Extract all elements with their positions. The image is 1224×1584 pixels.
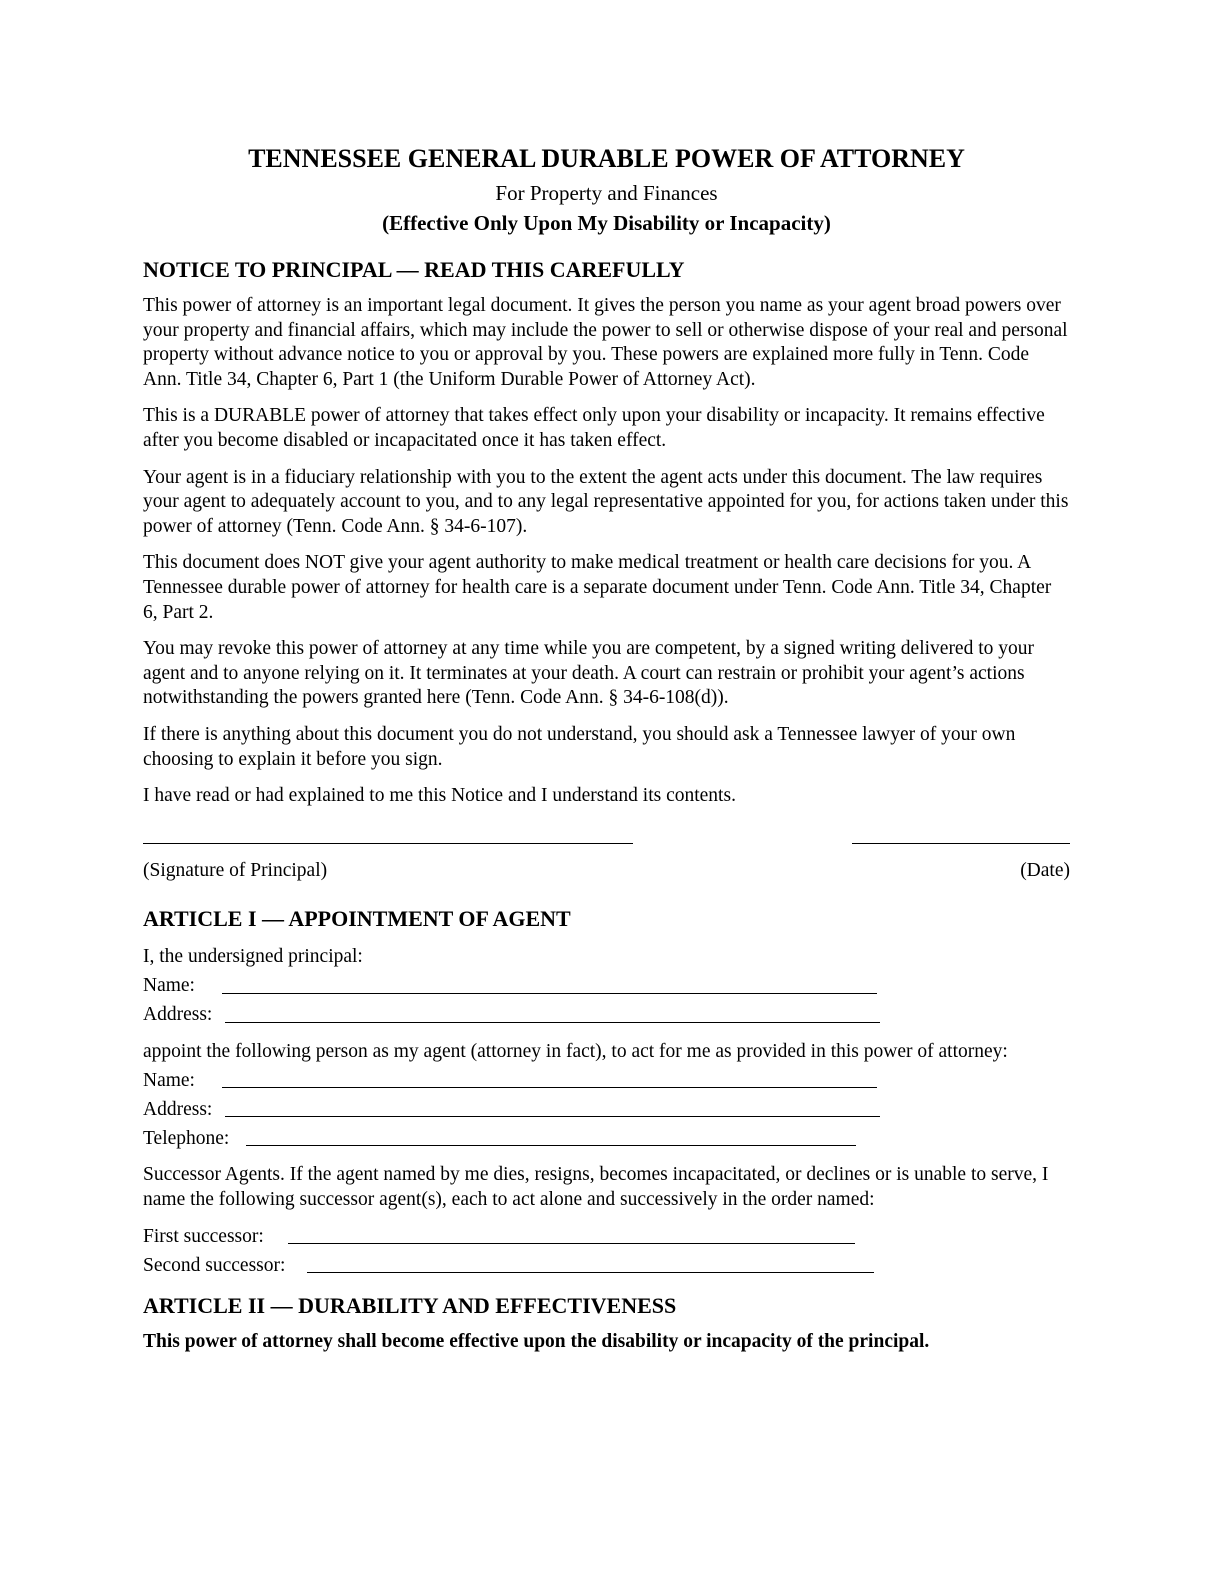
signature-label: (Signature of Principal) <box>143 859 328 881</box>
principal-name-blank[interactable] <box>222 974 877 994</box>
principal-signature-line[interactable] <box>143 843 633 844</box>
agent-address-blank[interactable] <box>225 1097 880 1117</box>
agent-telephone-field <box>143 1122 1070 1151</box>
second-successor-blank[interactable] <box>307 1253 874 1273</box>
notice-paragraph: This is a DURABLE power of attorney that takes effect only upon your disability or incapacity. It remains effective after you become disabled or incapacitated once it has taken effect. <box>143 405 1045 451</box>
document-title: TENNESSEE GENERAL DURABLE POWER OF ATTORNEY <box>248 144 965 173</box>
principal-address-blank[interactable] <box>225 1003 880 1023</box>
article2-text: This power of attorney shall become effective upon the disability or incapacity of the principal. <box>143 1331 930 1353</box>
article1-heading: ARTICLE I — APPOINTMENT OF AGENT <box>143 905 571 931</box>
principal-signature-row <box>143 821 1070 885</box>
agent-address-field <box>143 1093 1070 1122</box>
document-content <box>143 140 1070 1367</box>
notice-paragraph: If there is anything about this document you do not understand, you should ask a Tennessee lawyer of your own choosing to explain it before you sign. <box>143 723 1016 770</box>
date-label: (Date) <box>1020 859 1070 881</box>
document-effective-note: (Effective Only Upon My Disability or Incapacity) <box>382 211 831 235</box>
notice-paragraph: Your agent is in a fiduciary relationship with you to the extent the agent acts under this document. The law requires your agent to adequately account to you, and to any legal representative appointed for you, for actions taken under this power of attorney (Tenn. Code Ann. § 34-6-107). <box>143 466 1069 537</box>
principal-address-field <box>143 999 1070 1028</box>
agent-telephone-blank[interactable] <box>246 1126 856 1146</box>
agent-name-blank[interactable] <box>222 1068 877 1088</box>
second-successor-label: Second successor: <box>143 1254 286 1276</box>
principal-name-field <box>143 970 1070 999</box>
signature-date-line[interactable] <box>852 843 1070 844</box>
appoint-agent-text: appoint the following person as my agent (attorney in fact), to act for me as provided in this power of attorney: <box>143 1040 1008 1062</box>
agent-telephone-label: Telephone: <box>143 1127 230 1149</box>
first-successor-label: First successor: <box>143 1225 264 1247</box>
notice-paragraph: This document does NOT give your agent authority to make medical treatment or health care decisions for you. A Tennessee durable power of attorney for health care is a separate document under Tenn. Code Ann. Title 34, Chapter 6, Part 2. <box>143 552 1052 623</box>
notice-paragraph: You may revoke this power of attorney at any time while you are competent, by a signed writing delivered to your agent and to anyone relying on it. It terminates at your death. A court can restrain or prohibit your agent’s actions notwithstanding the powers granted here (Tenn. Code Ann. § 34-6-108(d)). <box>143 638 1035 709</box>
principal-address-label: Address: <box>143 1004 213 1026</box>
agent-name-field <box>143 1064 1070 1093</box>
article1-intro <box>143 943 1070 970</box>
notice-paragraph: This power of attorney is an important legal document. It gives the person you name as your agent broad powers over your property and financial affairs, which may include the power to sell or otherwise dispose of your real and personal property without advance notice to you or approval by you. These powers are explained more fully in Tenn. Code Ann. Title 34, Chapter 6, Part 1 (the Uniform Durable Power of Attorney Act). <box>143 295 1068 390</box>
successor-agents-text: Successor Agents. If the agent named by me dies, resigns, becomes incapacitated, or declines or is unable to serve, I name the following successor agent(s), each to act alone and successively in the order named: <box>143 1164 1049 1210</box>
agent-address-label: Address: <box>143 1098 213 1120</box>
agent-name-label: Name: <box>143 1069 195 1091</box>
first-successor-field <box>143 1220 1070 1249</box>
second-successor-field <box>143 1249 1070 1278</box>
document-subtitle: For Property and Finances <box>495 181 718 205</box>
notice-acknowledgement: I have read or had explained to me this Notice and I understand its contents. <box>143 785 736 807</box>
principal-intro-text: I, the undersigned principal: <box>143 946 363 968</box>
article2-heading: ARTICLE II — DURABILITY AND EFFECTIVENESS <box>143 1293 677 1319</box>
notice-heading: NOTICE TO PRINCIPAL — READ THIS CAREFULLY <box>143 257 685 282</box>
principal-name-label: Name: <box>143 975 195 997</box>
first-successor-blank[interactable] <box>288 1224 855 1244</box>
